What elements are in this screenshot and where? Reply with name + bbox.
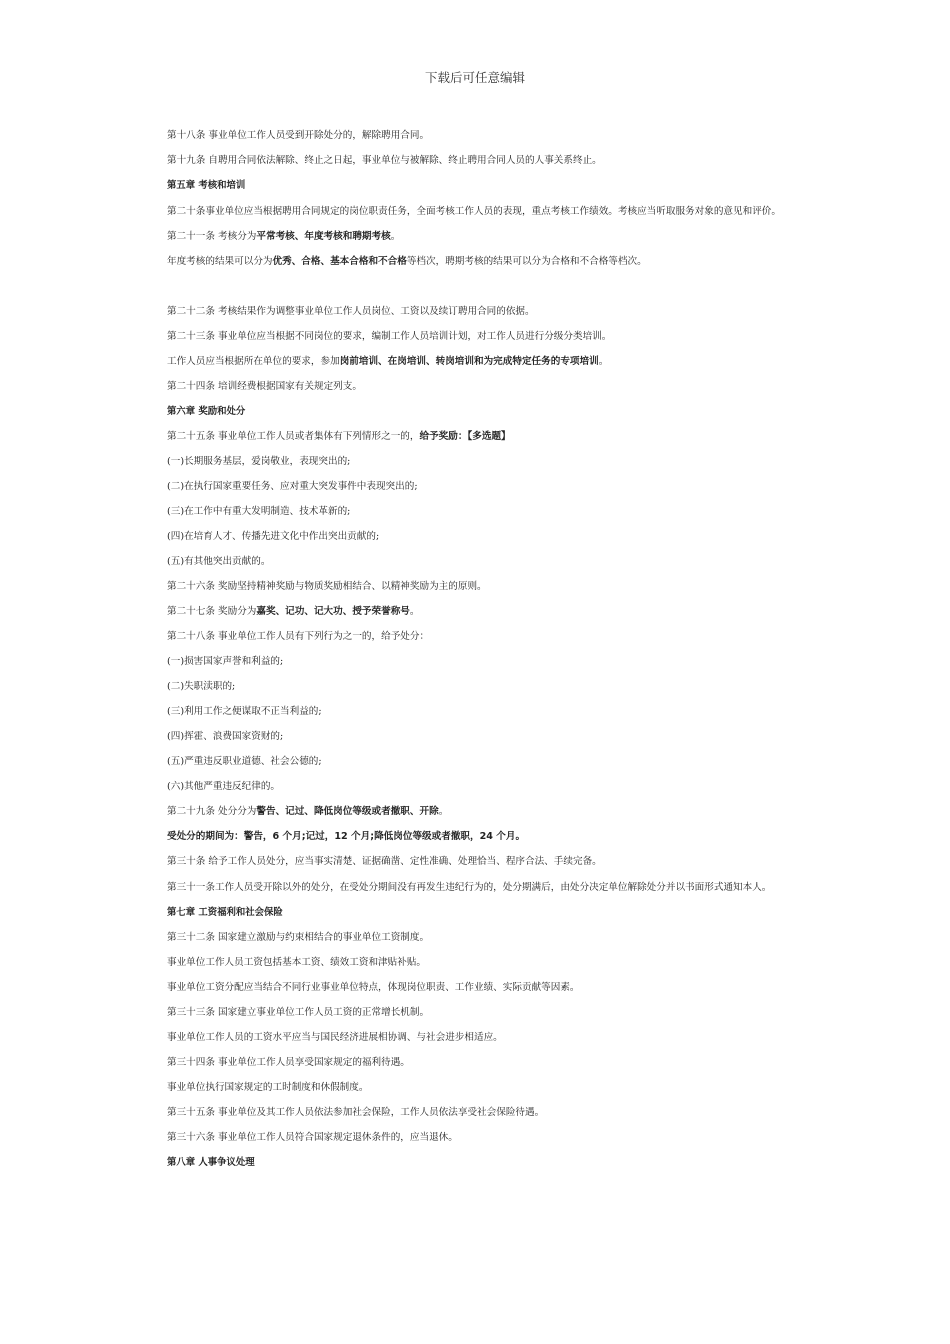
article-paragraph	[140, 256, 812, 268]
bold-text: 嘉奖、记功、记大功、授予荣誉称号	[256, 606, 410, 617]
text-segment: 第三十一条工作人员受开除以外的处分，在受处分期间没有再发生违纪行为的，处分期满后，由处分决定单位解除处分并以书面形式通知本人。	[167, 882, 772, 893]
text-segment: 。	[598, 356, 609, 367]
text-segment: 第十九条 自聘用合同依法解除、终止之日起，事业单位与被解除、终止聘用合同人员的人事关系终止。	[167, 155, 602, 166]
article-paragraph	[140, 875, 812, 900]
article-paragraph	[140, 356, 812, 368]
text-segment: 第二十六条 奖励坚持精神奖励与物质奖励相结合、以精神奖励为主的原则。	[167, 581, 487, 592]
text-segment: 第二十八条 事业单位工作人员有下列行为之一的，给予处分：	[167, 631, 430, 642]
text-segment: (二)在执行国家重要任务、应对重大突发事件中表现突出的;	[167, 481, 418, 492]
bold-text: 受处分的期间为：警告，6 个月;记过，12 个月;降低岗位等级或者撤职，24 个月。	[167, 831, 526, 842]
bold-text: 平常考核、年度考核和聘期考核	[256, 231, 391, 242]
article-paragraph	[140, 381, 812, 393]
article-paragraph	[140, 631, 812, 643]
article-paragraph	[140, 756, 812, 768]
text-segment: (五)有其他突出贡献的。	[167, 556, 271, 567]
document-body	[140, 130, 812, 1182]
article-paragraph	[140, 1132, 812, 1144]
article-paragraph	[140, 831, 812, 843]
article-paragraph	[140, 1032, 812, 1044]
text-segment: 第五章 考核和培训	[167, 180, 246, 191]
bold-text: 岗前培训、在岗培训、转岗培训和为完成特定任务的专项培训	[339, 356, 599, 367]
text-segment: 第三十四条 事业单位工作人员享受国家规定的福利待遇。	[167, 1057, 410, 1068]
text-segment: (四)在培育人才、传播先进文化中作出突出贡献的;	[167, 531, 380, 542]
text-segment: (六)其他严重违反纪律的。	[167, 781, 281, 792]
text-segment: (一)损害国家声誉和利益的;	[167, 656, 284, 667]
bold-text: 给予奖励：【多选题】	[419, 431, 511, 442]
chapter-heading	[140, 406, 812, 418]
text-segment: 第十八条 事业单位工作人员受到开除处分的，解除聘用合同。	[167, 130, 430, 141]
text-segment: 年度考核的结果可以分为	[167, 256, 273, 267]
article-paragraph	[140, 331, 812, 343]
text-segment: (五)严重违反职业道德、社会公德的;	[167, 756, 322, 767]
text-segment: (二)失职渎职的;	[167, 681, 236, 692]
article-paragraph	[140, 957, 812, 969]
text-segment: 第二十二条 考核结果作为调整事业单位工作人员岗位、工资以及续订聘用合同的依据。	[167, 306, 535, 317]
text-segment: 第六章 奖励和处分	[167, 406, 246, 417]
text-segment: 事业单位工作人员工资包括基本工资、绩效工资和津贴补贴。	[167, 957, 427, 968]
article-paragraph	[140, 932, 812, 944]
text-segment: 第二十五条 事业单位工作人员或者集体有下列情形之一的，	[167, 431, 420, 442]
article-paragraph	[140, 606, 812, 618]
article-paragraph	[140, 1082, 812, 1094]
article-paragraph	[140, 581, 812, 593]
text-segment: 第二十九条 处分分为	[167, 806, 257, 817]
text-segment: (三)在工作中有重大发明制造、技术革新的;	[167, 506, 351, 517]
text-segment: 事业单位工作人员的工资水平应当与国民经济进展相协调、与社会进步相适应。	[167, 1032, 503, 1043]
text-segment: 第三十二条 国家建立激励与约束相结合的事业单位工资制度。	[167, 932, 430, 943]
article-paragraph	[140, 1107, 812, 1119]
article-paragraph	[140, 982, 812, 994]
text-segment: 事业单位执行国家规定的工时制度和休假制度。	[167, 1082, 369, 1093]
text-segment: 第二十条事业单位应当根据聘用合同规定的岗位职责任务，全面考核工作人员的表现，重点考核工作绩效。考核应当听取服务对象的意见和评价。	[167, 206, 781, 217]
text-segment: 第二十七条 奖励分为	[167, 606, 257, 617]
article-paragraph	[140, 731, 812, 743]
text-segment: 。	[438, 806, 449, 817]
article-paragraph	[140, 806, 812, 818]
article-paragraph	[140, 431, 812, 443]
text-segment: 。	[390, 231, 401, 242]
article-paragraph	[140, 656, 812, 668]
page-header: 下载后可任意编辑	[424, 70, 525, 85]
article-paragraph	[140, 1057, 812, 1069]
article-paragraph	[140, 306, 812, 318]
article-paragraph	[140, 556, 812, 568]
text-segment: 。	[409, 606, 420, 617]
chapter-heading	[140, 1157, 812, 1169]
article-paragraph	[140, 155, 812, 167]
chapter-heading	[140, 907, 812, 919]
article-paragraph	[140, 856, 812, 868]
text-segment: 第三十五条 事业单位及其工作人员依法参加社会保险，工作人员依法享受社会保险待遇。	[167, 1107, 545, 1118]
article-paragraph	[140, 130, 812, 142]
article-paragraph	[140, 531, 812, 543]
chapter-heading	[140, 180, 812, 192]
text-segment: 第三十三条 国家建立事业单位工作人员工资的正常增长机制。	[167, 1007, 430, 1018]
text-segment: 工作人员应当根据所在单位的要求，参加	[167, 356, 340, 367]
text-segment: 事业单位工资分配应当结合不同行业事业单位特点，体现岗位职责、工作业绩、实际贡献等因素。	[167, 982, 580, 993]
text-segment: 等档次，聘期考核的结果可以分为合格和不合格等档次。	[406, 256, 647, 267]
text-segment: (三)利用工作之便谋取不正当利益的;	[167, 706, 322, 717]
article-paragraph	[140, 506, 812, 518]
text-segment: 第二十一条 考核分为	[167, 231, 257, 242]
text-segment: 第三十条 给予工作人员处分，应当事实清楚、证据确凿、定性准确、处理恰当、程序合法、手续完备。	[167, 856, 602, 867]
text-segment: (四)挥霍、浪费国家资财的;	[167, 731, 284, 742]
bold-text: 优秀、合格、基本合格和不合格	[272, 256, 407, 267]
text-segment: 第三十六条 事业单位工作人员符合国家规定退休条件的，应当退休。	[167, 1132, 458, 1143]
text-segment: 第二十四条 培训经费根据国家有关规定列支。	[167, 381, 362, 392]
text-segment: 第七章 工资福利和社会保险	[167, 907, 283, 918]
article-paragraph	[140, 199, 812, 224]
text-segment: 第二十三条 事业单位应当根据不同岗位的要求，编制工作人员培训计划，对工作人员进行分级分类培训。	[167, 331, 612, 342]
article-paragraph	[140, 231, 812, 243]
article-paragraph	[140, 706, 812, 718]
bold-text: 警告、记过、降低岗位等级或者撤职、开除	[256, 806, 439, 817]
article-paragraph	[140, 781, 812, 793]
article-paragraph	[140, 456, 812, 468]
article-paragraph	[140, 681, 812, 693]
article-paragraph	[140, 1007, 812, 1019]
text-segment: 第八章 人事争议处理	[167, 1157, 255, 1168]
text-segment: (一)长期服务基层，爱岗敬业，表现突出的;	[167, 456, 351, 467]
article-paragraph	[140, 481, 812, 493]
